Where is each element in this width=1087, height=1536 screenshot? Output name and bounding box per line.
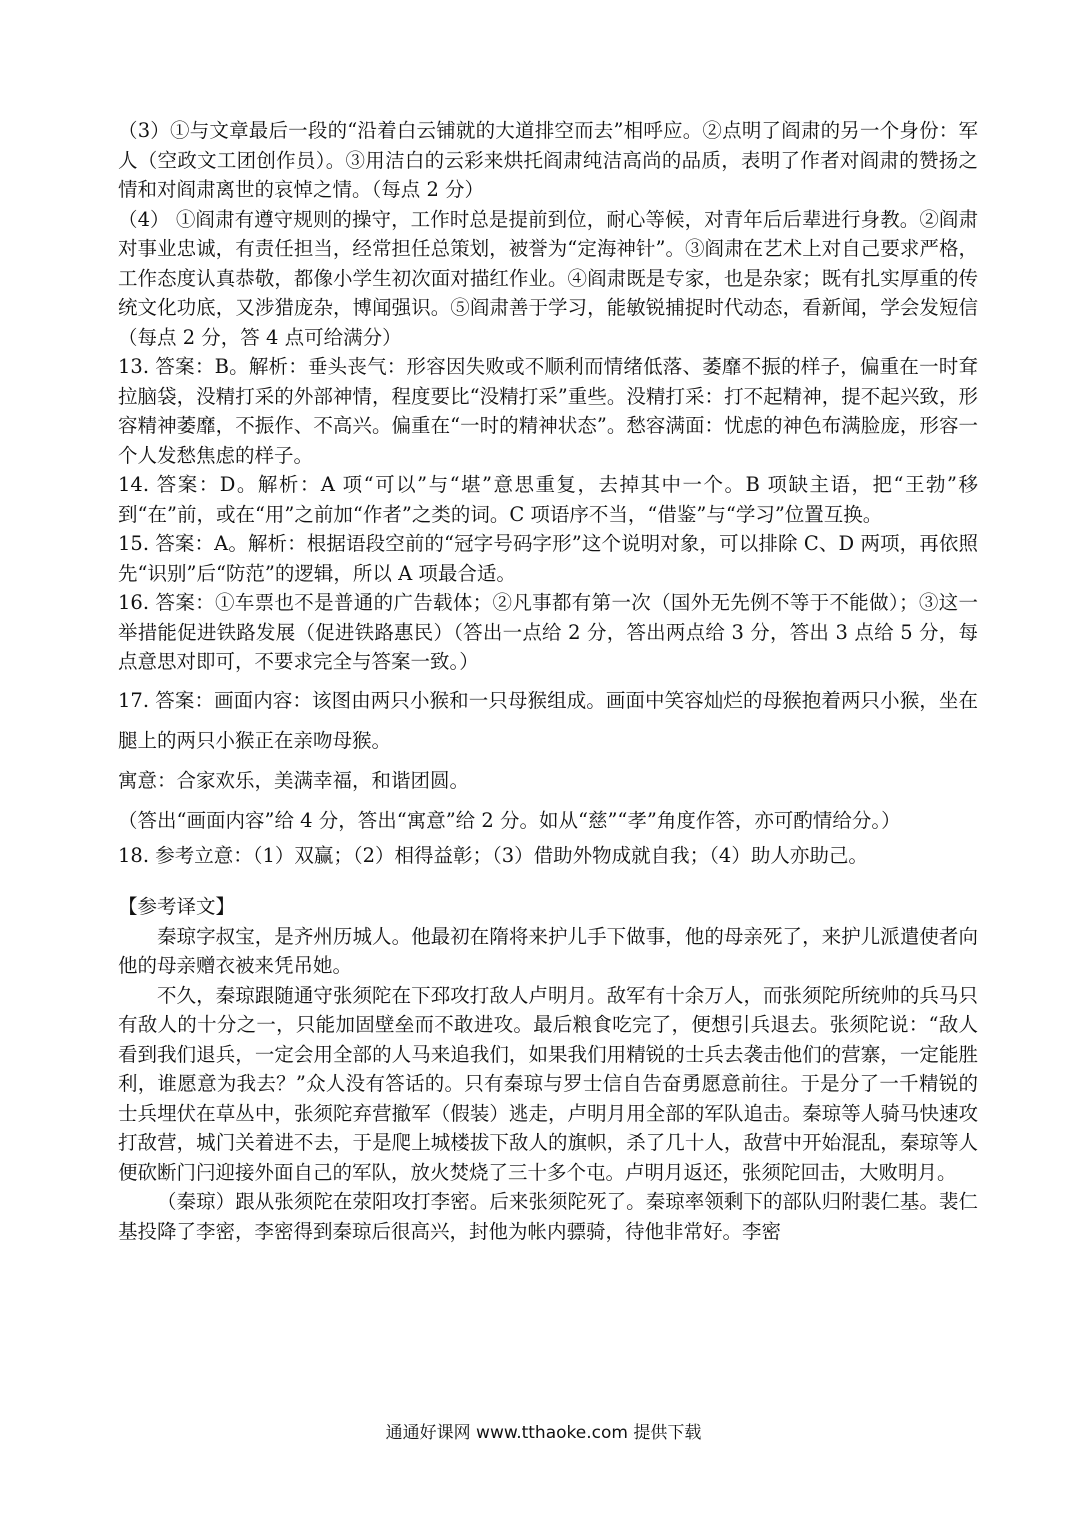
answer-16: 16. 答案：①车票也不是普通的广告载体；②凡事都有第一次（国外无先例不等于不能做）；③这一举措能促进铁路发展（促进铁路惠民）（答出一点给 2 分，答出两点给 3 分，答出 3 点给 5 分，每点意思对即可，不要求完全与答案一致。）: [118, 591, 978, 673]
answer-18: 18. 参考立意：（1）双赢；（2）相得益彰；（3）借助外物成就自我；（4）助人亦助己。: [118, 843, 868, 867]
document-body: [118, 116, 978, 1246]
answer-15: 15. 答案：A。解析：根据语段空前的“冠字号码字形”这个说明对象，可以排除 C、D 两项，再依照先“识别”后“防范”的逻辑，所以 A 项最合适。: [118, 532, 978, 585]
answer-14: 14. 答案：D。解析：A 项“可以”与“堪”意思重复，去掉其中一个。B 项缺主语，把“王勃”移到“在”前，或在“用”之前加“作者”之类的词。C 项语序不当，“借鉴”与“学习”位置互换。: [118, 473, 978, 526]
translation-paragraph-3: （秦琼）跟从张须陀在荥阳攻打李密。后来张须陀死了。秦琼率领剩下的部队归附裴仁基。裴仁基投降了李密，李密得到秦琼后很高兴，封他为帐内骠骑，待他非常好。李密: [118, 1190, 978, 1243]
answer-13: 13. 答案：B。解析：垂头丧气：形容因失败或不顺利而情绪低落、萎靡不振的样子，偏重在一时耷拉脑袋，没精打采的外部神情，程度要比“没精打采”重些。没精打采：打不起精神，提不起兴致，形容精神萎靡，不振作、不高兴。偏重在“一时的精神状态”。愁容满面：忧虑的神色布满脸庞，形容一个人发愁焦虑的样子。: [118, 355, 978, 467]
answer-12-4: （4） ①阎肃有遵守规则的操守，工作时总是提前到位，耐心等候，对青年后后辈进行身教。②阎肃对事业忠诚，有责任担当，经常担任总策划，被誉为“定海神针”。③阎肃在艺术上对自己要求严格，工作态度认真恭敬，都像小学生初次面对描红作业。④阎肃既是专家，也是杂家；既有扎实厚重的传统文化功底，又涉猎庞杂，博闻强识。⑤阎肃善于学习，能敏锐捕捉时代动态，看新闻，学会发短信（每点 2 分，答 4 点可给满分）: [118, 207, 978, 349]
answer-12-3: （3）①与文章最后一段的“沿着白云铺就的大道排空而去”相呼应。②点明了阎肃的另一个身份：军人（空政文工团创作员）。③用洁白的云彩来烘托阎肃纯洁高尚的品质，表明了作者对阎肃的赞扬之情和对阎肃离世的哀悼之情。（每点 2 分）: [118, 119, 978, 201]
footer-source: 通通好课网 www.tthaoke.com 提供下载: [385, 1423, 702, 1443]
translation-paragraph-2: 不久，秦琼跟随通守张须陀在下邳攻打敌人卢明月。敌军有十余万人，而张须陀所统帅的兵马只有敌人的十分之一，只能加固壁垒而不敢进攻。最后粮食吃完了，便想引兵退去。张须陀说：“敌人看到我们退兵，一定会用全部的人马来追我们，如果我们用精锐的士兵去袭击他们的营寨，一定能胜利，谁愿意为我去？”众人没有答话的。只有秦琼与罗士信自告奋勇愿意前往。于是分了一千精锐的士兵埋伏在草丛中，张须陀弃营撤军（假装）逃走，卢明月用全部的军队追击。秦琼等人骑马快速攻打敌营，城门关着进不去，于是爬上城楼拔下敌人的旗帜，杀了几十人，敌营中开始混乱，秦琼等人便砍断门闩迎接外面自己的军队，放火焚烧了三十多个屯。卢明月返还，张须陀回击，大败明月。: [118, 983, 978, 1184]
translation-paragraph-1: 秦琼字叔宝，是齐州历城人。他最初在隋将来护儿手下做事，他的母亲死了，来护儿派遣使者向他的母亲赠衣被来凭吊她。: [118, 924, 978, 977]
answer-17-scoring: （答出“画面内容”给 4 分，答出“寓意”给 2 分。如从“慈”“孝”角度作答，亦可酌情给分。）: [118, 808, 901, 832]
translation-heading: 【参考译文】: [118, 895, 236, 918]
answer-17-content: 17. 答案：画面内容：该图由两只小猴和一只母猴组成。画面中笑容灿烂的母猴抱着两只小猴，坐在腿上的两只小猴正在亲吻母猴。: [118, 688, 978, 752]
answer-17-meaning: 寓意：合家欢乐，美满幸福，和谐团圆。: [118, 768, 470, 792]
